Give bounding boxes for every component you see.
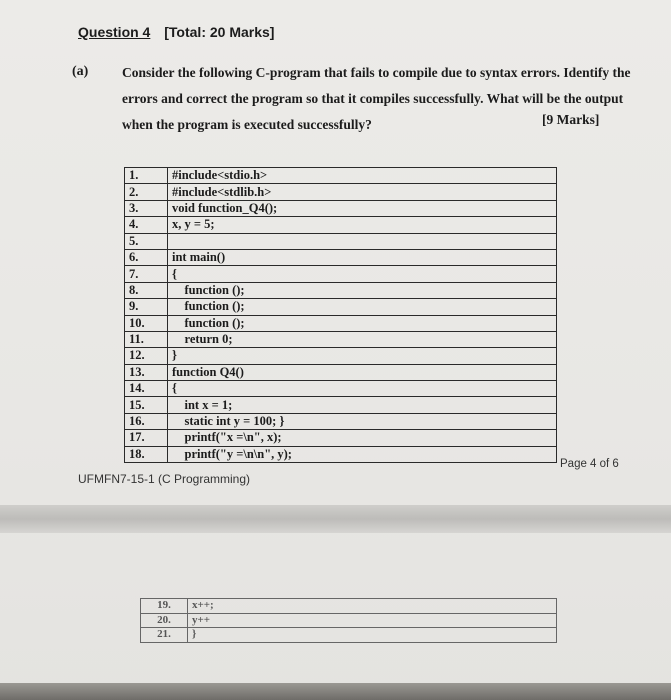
line-number: 10. xyxy=(125,315,168,331)
part-label: (a) xyxy=(72,64,89,79)
part-marks: [9 Marks] xyxy=(542,112,600,127)
code-text: { xyxy=(168,381,557,397)
code-text: static int y = 100; } xyxy=(168,413,557,429)
line-number: 7. xyxy=(125,266,168,282)
code-row xyxy=(125,397,557,413)
code-text: int x = 1; xyxy=(168,397,557,413)
code-row xyxy=(125,282,557,298)
code-row xyxy=(125,299,557,315)
code-row xyxy=(125,331,557,347)
question-text-line: Consider the following C-program that fails to compile due to syntax errors. Identify the xyxy=(122,65,631,80)
code-row xyxy=(125,413,557,429)
code-text: { xyxy=(168,266,557,282)
code-text: return 0; xyxy=(168,331,557,347)
line-number: 18. xyxy=(125,446,168,462)
code-text: function (); xyxy=(168,299,557,315)
code-text xyxy=(168,233,557,249)
code-text: x, y = 5; xyxy=(168,217,557,233)
line-number: 5. xyxy=(125,233,168,249)
question-text-line: errors and correct the program so that it compiles successfully. What will be the output xyxy=(122,91,624,106)
code-row xyxy=(125,364,557,380)
code-row xyxy=(125,430,557,446)
paper-edge xyxy=(0,683,671,700)
code-row xyxy=(141,628,557,643)
line-number: 16. xyxy=(125,413,168,429)
code-text: function (); xyxy=(168,282,557,298)
question-text-line: when the program is executed successfully? xyxy=(122,117,372,132)
code-row xyxy=(125,184,557,200)
question-number: Question 4 xyxy=(78,24,151,40)
line-number: 2. xyxy=(125,184,168,200)
code-row xyxy=(125,217,557,233)
code-text: function Q4() xyxy=(168,364,557,380)
page-number: Page 4 of 6 xyxy=(560,458,619,470)
question-total: [Total: 20 Marks] xyxy=(164,24,275,40)
code-text: #include<stdio.h> xyxy=(168,168,557,184)
line-number: 3. xyxy=(125,200,168,216)
code-row xyxy=(125,381,557,397)
page-break xyxy=(0,505,671,533)
line-number: 17. xyxy=(125,430,168,446)
line-number: 20. xyxy=(141,613,188,628)
code-row xyxy=(125,348,557,364)
code-text: void function_Q4(); xyxy=(168,200,557,216)
code-text: function (); xyxy=(168,315,557,331)
line-number: 8. xyxy=(125,282,168,298)
course-code: UFMFN7-15-1 (C Programming) xyxy=(78,472,251,486)
line-number: 12. xyxy=(125,348,168,364)
code-text: printf("x =\n", x); xyxy=(168,430,557,446)
line-number: 13. xyxy=(125,364,168,380)
code-row xyxy=(125,168,557,184)
code-row xyxy=(125,249,557,265)
code-text: printf("y =\n\n", y); xyxy=(168,446,557,462)
line-number: 1. xyxy=(125,168,168,184)
code-row xyxy=(125,266,557,282)
code-text: y++ xyxy=(188,613,557,628)
line-number: 6. xyxy=(125,249,168,265)
code-text: } xyxy=(188,628,557,643)
code-row xyxy=(125,233,557,249)
code-row xyxy=(141,613,557,628)
line-number: 14. xyxy=(125,381,168,397)
code-row xyxy=(125,446,557,462)
line-number: 9. xyxy=(125,299,168,315)
line-number: 4. xyxy=(125,217,168,233)
code-text: int main() xyxy=(168,249,557,265)
code-text: #include<stdlib.h> xyxy=(168,184,557,200)
line-number: 21. xyxy=(141,628,188,643)
code-row xyxy=(125,200,557,216)
code-text: x++; xyxy=(188,599,557,614)
line-number: 15. xyxy=(125,397,168,413)
code-row xyxy=(125,315,557,331)
question-heading xyxy=(78,24,274,40)
code-table-continued xyxy=(140,598,557,643)
line-number: 19. xyxy=(141,599,188,614)
code-table xyxy=(124,167,557,463)
code-row xyxy=(141,599,557,614)
line-number: 11. xyxy=(125,331,168,347)
code-text: } xyxy=(168,348,557,364)
